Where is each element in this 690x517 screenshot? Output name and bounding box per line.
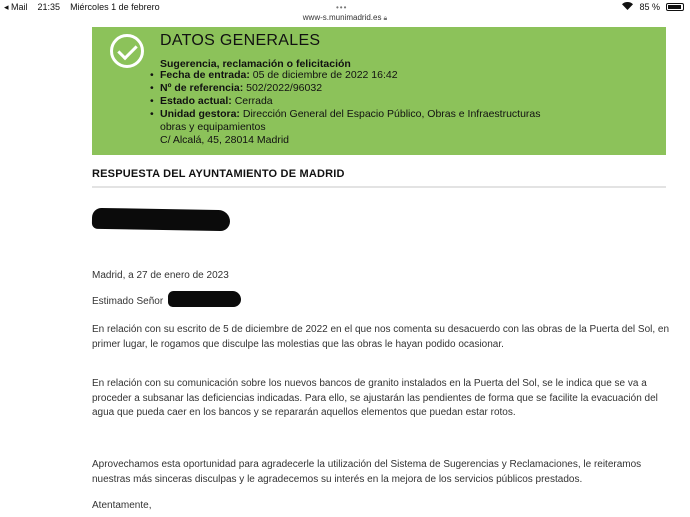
letter-date: Madrid, a 27 de enero de 2023: [92, 270, 229, 281]
letter-paragraph-1: En relación con su escrito de 5 de diciembre de 2022 en el que nos comenta su desacuerdo con las obras de la Puerta del Sol, en primer lugar, le rogamos que disculpe las molestias que las obras le hayan podido ocasionar.: [92, 324, 670, 350]
divider: [92, 186, 666, 188]
status-bar: [0, 0, 690, 14]
field-value: 05 de diciembre de 2022 16:42: [252, 69, 398, 81]
multitasking-dots-icon[interactable]: •••: [336, 3, 348, 12]
letter-closing: Atentamente,: [92, 500, 152, 511]
general-data-panel: [92, 27, 666, 155]
wifi-icon: [622, 2, 633, 12]
back-to-mail-link[interactable]: ◂ Mail: [4, 2, 28, 12]
date: Miércoles 1 de febrero: [70, 2, 160, 12]
url-text: www-s.munimadrid.es: [302, 13, 382, 22]
field-value-line2: obras y equipamientos: [160, 121, 266, 133]
letter-greeting: Estimado Señor: [92, 296, 164, 307]
field-label: Unidad gestora:: [160, 108, 240, 120]
field-label: Nº de referencia:: [160, 82, 244, 94]
address-bar[interactable]: [0, 13, 690, 27]
list-item: [148, 69, 648, 82]
panel-subtitle: Sugerencia, reclamación o felicitación: [160, 58, 351, 70]
field-value: Dirección General del Espacio Público, Obras e Infraestructuras: [242, 108, 541, 120]
checkmark-icon: [110, 34, 144, 68]
redacted-surname: [168, 291, 241, 307]
field-value: Cerrada: [234, 95, 273, 107]
list-item: [148, 82, 648, 95]
letter-paragraph-2: En relación con su comunicación sobre los nuevos bancos de granito instalados en la Puerta del Sol, se le indica que se va a proceder a subsanar las deficiencias indicadas. Para ello, se ajustarán las pendientes de forma que se facilite la evacuación del agua que pueda caer en los bancos y se repararán aquellos elementos que puedan estar rotos.: [92, 378, 658, 418]
clock: 21:35: [37, 2, 61, 12]
redacted-name: [92, 208, 230, 231]
battery-percent: 85 %: [639, 2, 660, 12]
letter-paragraph-3: Aprovechamos esta oportunidad para agradecerle la utilización del Sistema de Sugerencias y Reclamaciones, le reiteramos nuestras más sinceras disculpas y le agradecemos su interés en la mejora de los servicios públicos prestados.: [92, 459, 642, 485]
response-heading: RESPUESTA DEL AYUNTAMIENTO DE MADRID: [92, 168, 345, 180]
list-item: [148, 95, 648, 108]
panel-title: DATOS GENERALES: [160, 32, 321, 49]
field-value-address: C/ Alcalá, 45, 28014 Madrid: [160, 134, 289, 146]
field-value: 502/2022/96032: [246, 82, 323, 94]
list-item: [148, 108, 648, 147]
field-label: Estado actual:: [160, 95, 232, 107]
details-list: [148, 69, 648, 147]
battery-icon: [666, 3, 684, 11]
lock-icon: 🔒︎: [383, 15, 388, 22]
field-label: Fecha de entrada:: [160, 69, 250, 81]
